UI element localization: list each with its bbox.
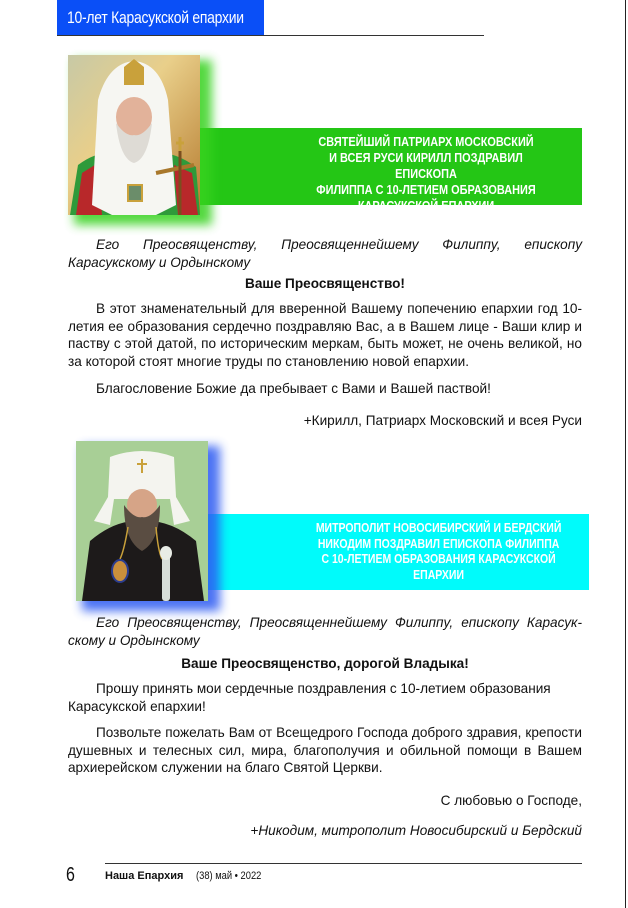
headline-line: МИТРОПОЛИТ НОВОСИБИРСКИЙ И БЕРДСКИЙ — [315, 521, 562, 535]
section-title: 10-лет Карасукской епархии — [67, 8, 244, 27]
article1-headline — [300, 134, 552, 214]
footer-info — [105, 870, 273, 882]
headline-line: С 10-ЛЕТИЕМ ОБРАЗОВАНИЯ КАРАСУКСКОЙ — [321, 552, 556, 566]
article2-signature: +Никодим, митрополит Новосибирский и Бердский — [250, 823, 582, 838]
article2-paragraph: Прошу принять мои сердечные поздравления с 10-летием образования Карасукской епархии! — [68, 681, 551, 714]
article2-paragraph: Позвольте пожелать Вам от Всещедрого Господа доброго здравия, крепости душевных и телесных сил, мира, благополучия и обильной помощи в Вашем архиерейском служении на благо Святой Церкви. — [68, 725, 582, 775]
article2-salutation: Ваше Преосвященство, дорогой Владыка! — [181, 656, 469, 671]
header-divider — [57, 35, 484, 36]
section-header — [57, 0, 264, 36]
page-edge-rule — [625, 0, 626, 908]
article1-signature: +Кирилл, Патриарх Московский и всея Руси — [303, 413, 582, 428]
headline-line: ЕПАРХИИ — [413, 567, 465, 582]
article1-addressee: Его Преосвященству, Преосвященнейшему Филиппу, епископу Карасукскому и Ордынскому — [68, 237, 582, 270]
footer-divider — [105, 863, 582, 864]
article2-headline-banner — [206, 514, 589, 590]
patriarch-kirill-photo — [68, 55, 200, 215]
article1-salutation: Ваше Преосвященство! — [245, 276, 405, 291]
article1-headline-banner — [200, 128, 582, 213]
headline-line: ФИЛИППА С 10-ЛЕТИЕМ ОБРАЗОВАНИЯ — [316, 182, 536, 197]
page-number: 6 — [66, 864, 75, 886]
patriarch-portrait-icon — [68, 55, 200, 215]
headline-line: НИКОДИМ ПОЗДРАВИЛ ЕПИСКОПА ФИЛИППА — [317, 536, 560, 551]
issue-info: (38) май • 2022 — [196, 870, 262, 882]
headline-line: И ВСЕЯ РУСИ КИРИЛЛ ПОЗДРАВИЛ ЕПИСКОПА — [329, 150, 523, 181]
magazine-name: Наша Епархия — [105, 870, 184, 882]
metropolitan-nikodim-photo — [76, 441, 208, 601]
headline-line: КАРАСУКСКОЙ ЕПАРХИИ — [357, 198, 495, 213]
article1-paragraph: В этот знаменательный для вверенной Вашему попечению епархии год 10-летия ее образования сердечно поздравляю Вас, а в Вашем лице - Ваши клир и паству с этой датой, по историческим меркам, быть может, не очень великой, но за которой стоят многие труды по становлению новой епархии. — [68, 301, 582, 369]
headline-line: СВЯТЕЙШИЙ ПАТРИАРХ МОСКОВСКИЙ — [318, 134, 534, 149]
article1-paragraph: Благословение Божие да пребывает с Вами и Вашей паствой! — [96, 381, 491, 396]
article2-headline — [304, 521, 573, 583]
metropolitan-portrait-icon — [76, 441, 208, 601]
article2-closing: С любовью о Господе, — [440, 793, 582, 808]
article2-addressee: Его Преосвященству, Преосвященнейшему Филиппу, епископу Карасук-скому и Ордынскому — [68, 615, 582, 648]
